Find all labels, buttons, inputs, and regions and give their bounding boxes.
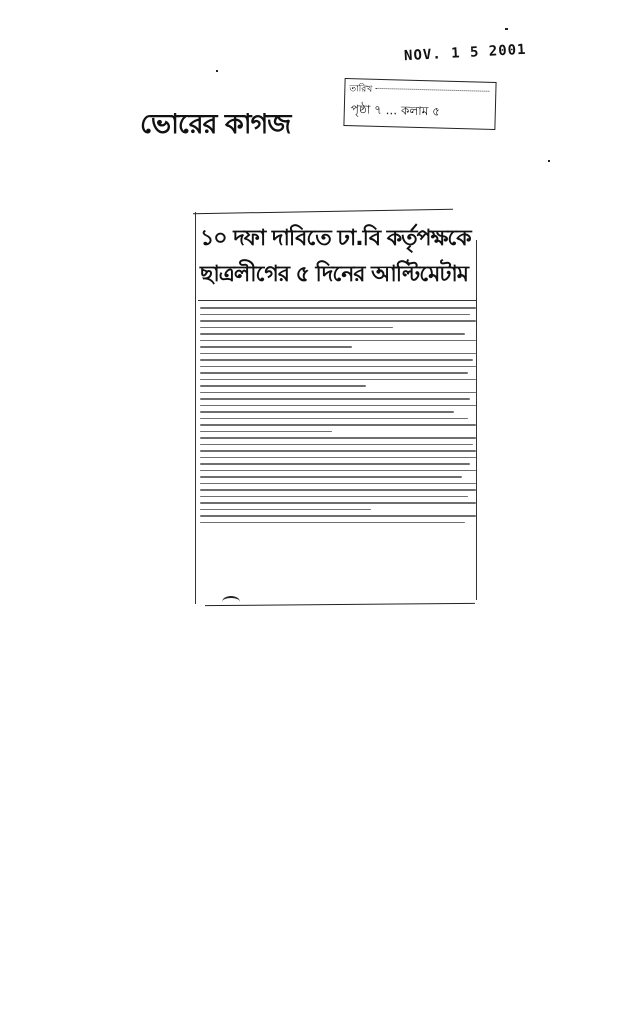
article-paragraph (200, 333, 476, 348)
clipping-curl-mark (222, 596, 240, 608)
clipping-border-left (195, 212, 196, 604)
reference-box (343, 78, 496, 130)
article-paragraph (200, 515, 476, 523)
article-headline-line-2: ছাত্রলীগের ৫ দিনের আল্টিমেটাম (200, 262, 468, 287)
headline-divider (198, 300, 476, 301)
reference-dotted-line (375, 88, 489, 92)
article-paragraph (200, 437, 476, 484)
newspaper-masthead: ভোরের কাগজ (140, 109, 291, 140)
reference-page-column: পৃষ্ঠা ৭ ... কলাম ৫ (350, 102, 441, 119)
scan-speck (548, 160, 550, 162)
clipping-border-bottom (205, 603, 475, 606)
clipping-border-right (476, 240, 477, 600)
article-paragraph (200, 353, 476, 387)
article-paragraph (200, 392, 476, 413)
reference-date-label: তারিখ (349, 84, 373, 95)
article-paragraph (200, 307, 476, 328)
scan-speck (505, 28, 508, 30)
clipping-border-top (193, 209, 453, 215)
date-stamp: NOV. 1 5 2001 (403, 41, 527, 65)
article-paragraph (200, 418, 476, 433)
article-body (200, 303, 476, 598)
article-headline-line-1: ১০ দফা দাবিতে ঢা.বি কর্তৃপক্ষকে (200, 226, 471, 251)
scan-speck (216, 70, 218, 72)
article-paragraph (200, 489, 476, 510)
